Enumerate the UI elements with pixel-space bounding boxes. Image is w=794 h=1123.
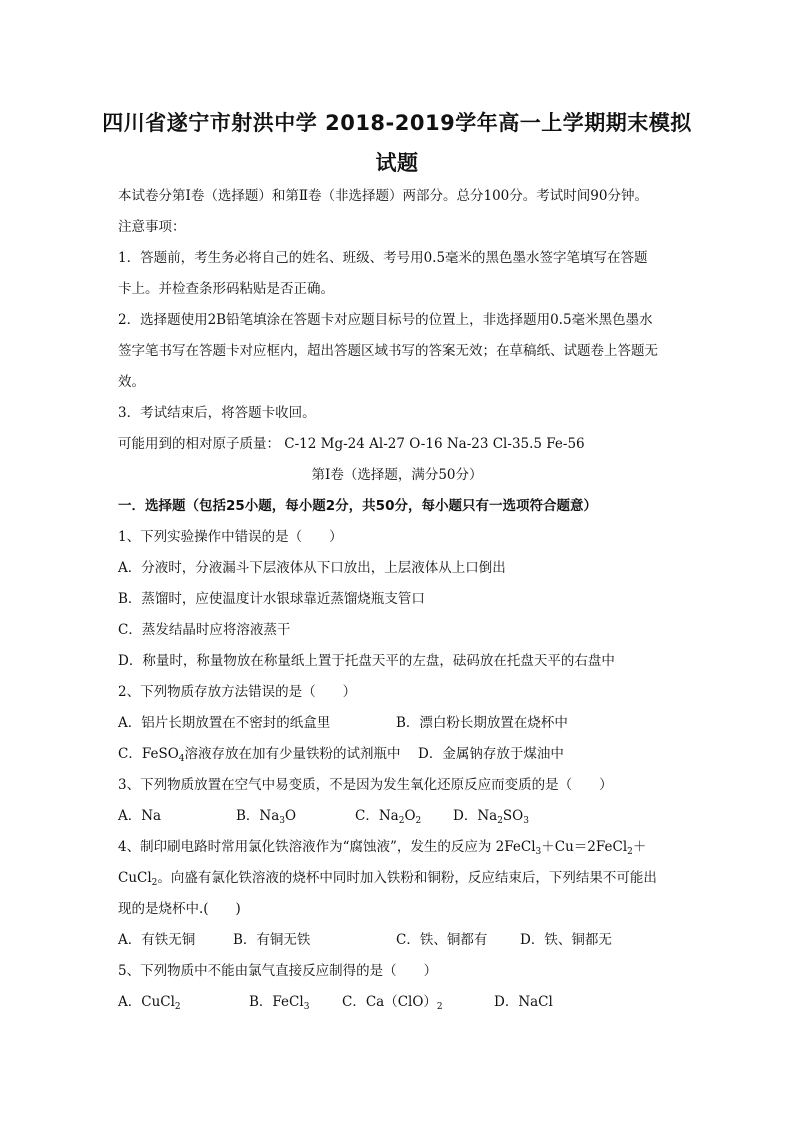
note-2-line-1: 2．选择题使用2B铅笔填涂在答题卡对应题目标号的位置上，非选择题用0.5毫米黑色墨水 <box>118 312 653 328</box>
subscript: 3 <box>279 816 286 826</box>
option-text: C．Na <box>355 808 399 824</box>
question-5-option-a <box>118 993 181 1011</box>
subscript: 2 <box>436 1002 443 1012</box>
question-4-option-b: B．有铜无铁 <box>233 932 311 948</box>
subscript: 2 <box>627 847 633 857</box>
question-3-stem: 3、下列物质放置在空气中易变质，不是因为发生氧化还原反应而变质的是（ ） <box>118 777 613 793</box>
note-2-line-3: 效。 <box>118 374 145 390</box>
option-text: SO <box>502 808 524 824</box>
subscript: 2 <box>497 816 503 826</box>
question-3-option-d <box>453 807 529 825</box>
part-1-heading: 第Ⅰ卷（选择题，满分50分） <box>311 467 483 483</box>
question-4-option-c: C．铁、铜都有 <box>396 932 488 948</box>
question-4-line-3: 现的是烧杯中.( ) <box>118 901 241 917</box>
question-1-option-c: C．蒸发结晶时应将溶液蒸干 <box>118 622 291 638</box>
question-1-option-b: B．蒸馏时，应使温度计水银球靠近蒸馏烧瓶支管口 <box>118 591 425 607</box>
question-2-option-b: B．漂白粉长期放置在烧杯中 <box>396 715 568 731</box>
question-2-option-a: A．铝片长期放置在不密封的纸盒里 <box>118 715 331 731</box>
question-3-option-b <box>236 807 296 825</box>
option-text: O <box>404 808 416 824</box>
subscript: 3 <box>303 1002 310 1012</box>
subscript: 4 <box>178 754 185 764</box>
question-2-option-c <box>118 745 401 763</box>
question-5-option-d: D．NaCl <box>494 994 553 1010</box>
exam-title-line1: 四川省遂宁市射洪中学 2018-2019学年高一上学期期末模拟 <box>102 111 692 135</box>
option-text: O <box>285 808 297 824</box>
note-1-line-1: 1．答题前，考生务必将自己的姓名、班级、考号用0.5毫米的黑色墨水签字笔填写在答题 <box>118 250 648 266</box>
subscript: 2 <box>174 1002 181 1012</box>
stem-text: ＋Cu＝2FeCl <box>541 839 628 855</box>
section-heading: 一．选择题（包括25小题，每小题2分，共50分，每小题只有一选项符合题意） <box>118 498 597 514</box>
note-1-line-2: 卡上。并检查条形码粘贴是否正确。 <box>118 281 334 297</box>
atomic-masses: 可能用到的相对原子质量： C-12 Mg-24 Al-27 O-16 Na-23 Cl-35.5 Fe-56 <box>118 436 585 452</box>
question-3-option-a: A．Na <box>118 808 162 824</box>
exam-title-line2: 试题 <box>375 151 419 175</box>
question-3-option-c <box>355 807 421 825</box>
subscript: 3 <box>523 816 529 826</box>
subscript: 2 <box>415 816 422 826</box>
subscript: 2 <box>398 816 405 826</box>
question-4-option-a: A．有铁无铜 <box>118 932 196 948</box>
question-2-stem: 2、下列物质存放方法错误的是（ ） <box>118 684 357 700</box>
stem-text: ＋ <box>632 839 647 855</box>
option-text: C．FeSO <box>118 746 179 762</box>
question-5-stem: 5、下列物质中不能由氯气直接反应制得的是（ ） <box>118 963 438 979</box>
note-3: 3．考试结束后，将答题卡收回。 <box>118 405 316 421</box>
stem-text: 4、制印刷电路时常用氯化铁溶液作为“腐蚀液”，发生的反应为 2FeCl <box>118 839 536 855</box>
exam-description: 本试卷分第Ⅰ卷（选择题）和第Ⅱ卷（非选择题）两部分。总分100分。考试时间90分钟。 <box>118 188 648 204</box>
stem-text: CuCl <box>118 870 152 886</box>
stem-text: 。向盛有氯化铁溶液的烧杯中同时加入铁粉和铜粉，反应结束后，下列结果不可能出 <box>157 870 657 886</box>
question-4-line-1 <box>118 838 646 856</box>
question-5-option-b <box>249 993 309 1011</box>
option-text: D．Na <box>453 808 498 824</box>
option-text: B．Na <box>236 808 280 824</box>
question-1-option-d: D．称量时，称量物放在称量纸上置于托盘天平的左盘，砝码放在托盘天平的右盘中 <box>118 653 615 669</box>
subscript: 2 <box>151 878 158 888</box>
notice-heading: 注意事项： <box>118 219 186 235</box>
note-2-line-2: 签字笔书写在答题卡对应框内，超出答题区域书写的答案无效；在草稿纸、试题卷上答题无 <box>118 343 658 359</box>
option-text: A．CuCl <box>118 994 175 1010</box>
option-text: C．Ca（ClO） <box>342 994 437 1010</box>
question-2-option-d: D．金属钠存放于煤油中 <box>418 746 564 762</box>
option-text: B．FeCl <box>249 994 304 1010</box>
question-5-option-c <box>342 993 443 1011</box>
question-1-stem: 1、下列实验操作中错误的是（ ） <box>118 529 343 545</box>
question-1-option-a: A．分液时，分液漏斗下层液体从下口放出，上层液体从上口倒出 <box>118 560 506 576</box>
question-4-option-d: D．铁、铜都无 <box>520 932 612 948</box>
option-text: 溶液存放在加有少量铁粉的试剂瓶中 <box>184 746 401 762</box>
subscript: 3 <box>535 847 542 857</box>
question-4-line-2 <box>118 869 657 887</box>
